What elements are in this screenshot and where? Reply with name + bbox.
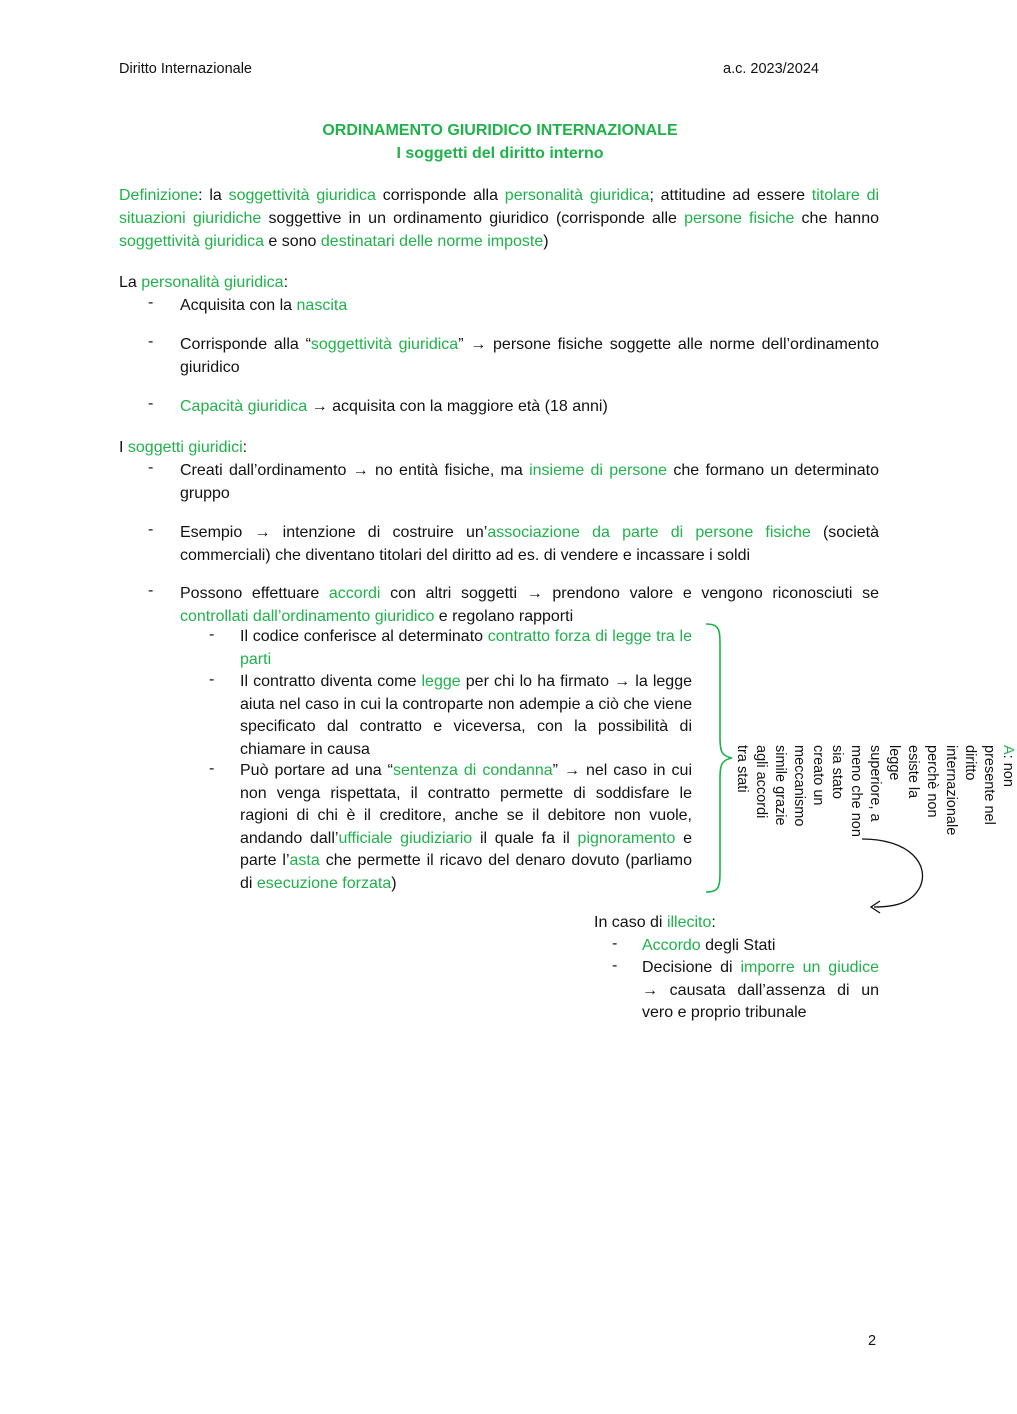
list-item: Creati dall’ordinamento → no entità fisiche, ma insieme di persone che formano un determinato gruppo (180, 462, 879, 502)
list-item: Esempio → intenzione di costruire un’associazione da parte di persone fisiche (società commerciali) che diventano titolari del diritto ad es. di vendere e incassare i soldi (180, 524, 880, 564)
bullet-dash: - (148, 582, 154, 599)
section-heading-personalita: La personalità giuridica: (119, 274, 289, 291)
page-number: 2 (868, 1333, 877, 1349)
bullet-dash: - (148, 459, 154, 476)
bullet-dash: - (209, 626, 215, 643)
list-item: Acquisita con la nascita (180, 297, 348, 314)
bullet-dash: - (209, 760, 215, 777)
page-title: ORDINAMENTO GIURIDICO INTERNAZIONALE (322, 122, 678, 139)
margin-note: A: non presente nel diritto internazionale perchè non esiste la legge superiore, a meno che non sia stato creato un meccanismo simile grazie agli accordi tra stati (734, 745, 1016, 837)
term: soggettività giuridica (228, 187, 376, 204)
list-item: Decisione di imporre un giudice → causata dall’assenza di un vero e proprio tribunale (642, 959, 879, 1021)
bullet-dash: - (148, 395, 154, 412)
sub-list-item: Può portare ad una “sentenza di condanna” → nel caso in cui non venga rispettata, il contratto permette di soddisfare le ragioni di chi è il creditore, anche se il debitore non vuole, andando dall’ufficiale giudiziario il quale fa il pignoramento e parte l’asta che permette il ricavo del denaro dovuto (parliamo di esecuzione forzata) (240, 762, 693, 892)
term: destinatari delle norme imposte (320, 233, 544, 250)
term: titolare di situazioni giuridiche (119, 187, 880, 227)
term: personalità giuridica (504, 187, 650, 204)
illecito-heading: In caso di illecito: (594, 914, 716, 931)
list-item: Corrisponde alla “soggettività giuridica” → persone fisiche soggette alle norme dell’ordinamento giuridico (180, 336, 880, 376)
bullet-dash: - (148, 333, 154, 350)
bullet-dash: - (148, 294, 154, 311)
bullet-dash: - (209, 671, 215, 688)
section-heading-soggetti: I soggetti giuridici: (119, 439, 248, 456)
list-item: Possono effettuare accordi con altri soggetti → prendono valore e vengono riconosciuti se controllati dall’ordinamento giuridico e regolano rapporti (180, 585, 880, 625)
margin-note-label: A (1000, 745, 1016, 755)
list-item: Capacità giuridica → acquisita con la maggiore età (18 anni) (180, 398, 608, 415)
header-course: Diritto Internazionale (119, 61, 252, 77)
term: soggettività giuridica (119, 233, 264, 250)
definition-paragraph: Definizione: la soggettività giuridica corrisponde alla personalità giuridica; attitudine ad essere titolare di situazioni giuridiche soggettive in un ordinamento giuridico (corrisponde alle persone fisiche che hanno soggettività giuridica e sono destinatari delle norme imposte) (119, 187, 880, 250)
term: Definizione (119, 187, 199, 204)
bullet-dash: - (148, 521, 154, 538)
curved-arrow-icon (860, 835, 940, 920)
list-item: Accordo degli Stati (642, 937, 776, 954)
sub-list-item: Il codice conferisce al determinato contratto forza di legge tra le parti (240, 628, 693, 668)
header-year: a.c. 2023/2024 (723, 61, 819, 77)
term: persone fisiche (684, 210, 795, 227)
bullet-dash: - (612, 957, 618, 974)
page-subtitle: I soggetti del diritto interno (396, 145, 604, 162)
bullet-dash: - (612, 935, 618, 952)
sub-list-item: Il contratto diventa come legge per chi lo ha firmato → la legge aiuta nel caso in cui la controparte non adempie a ciò che viene specificato dal contratto e viceversa, con la possibilità di chiamare in causa (240, 673, 693, 758)
